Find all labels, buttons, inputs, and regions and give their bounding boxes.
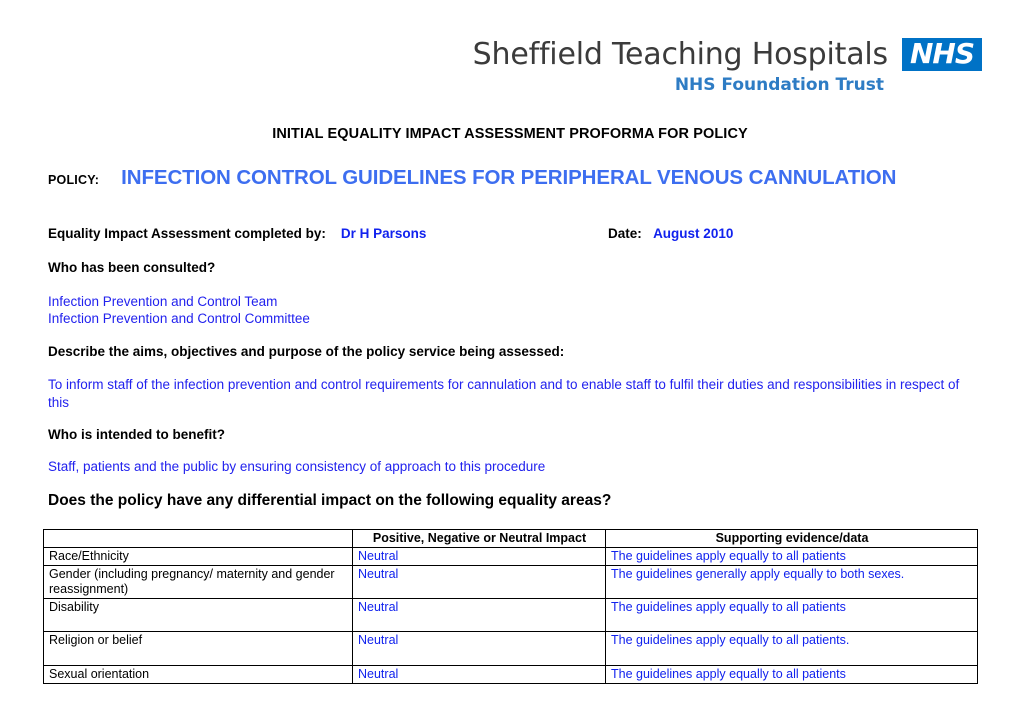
policy-title: INFECTION CONTROL GUIDELINES FOR PERIPHERAL VENOUS CANNULATION — [121, 166, 897, 189]
row-impact: Neutral — [353, 632, 606, 666]
date-value: August 2010 — [653, 226, 734, 241]
row-area: Race/Ethnicity — [44, 548, 353, 566]
aims-answer: To inform staff of the infection prevention and control requirements for cannulation and to enable staff to fulfil their duties and responsibilities in respect of this — [48, 377, 960, 410]
consulted-entry-1: Infection Prevention and Control Committee — [48, 311, 310, 326]
table-header-impact: Positive, Negative or Neutral Impact — [353, 530, 606, 548]
table-row — [44, 666, 978, 684]
row-area: Disability — [44, 599, 353, 632]
table-row — [44, 548, 978, 566]
trust-name-text: Sheffield Teaching Hospitals — [472, 36, 888, 72]
date-line — [608, 226, 733, 241]
table-row — [44, 632, 978, 666]
completed-by-label: Equality Impact Assessment completed by: — [48, 226, 326, 241]
row-area: Religion or belief — [44, 632, 353, 666]
row-impact: Neutral — [353, 566, 606, 599]
row-impact: Neutral — [353, 599, 606, 632]
table-header-evidence: Supporting evidence/data — [606, 530, 978, 548]
date-label: Date: — [608, 226, 642, 241]
equality-impact-table — [43, 529, 978, 684]
row-area: Sexual orientation — [44, 666, 353, 684]
table-row — [44, 599, 978, 632]
benefit-answer: Staff, patients and the public by ensuring consistency of approach to this procedure — [48, 459, 546, 474]
benefit-question: Who is intended to benefit? — [48, 427, 225, 442]
table-header-area — [44, 530, 353, 548]
consulted-question: Who has been consulted? — [48, 260, 216, 275]
aims-question: Describe the aims, objectives and purpose of the policy service being assessed: — [48, 344, 565, 359]
row-impact: Neutral — [353, 548, 606, 566]
page-title: INITIAL EQUALITY IMPACT ASSESSMENT PROFORMA FOR POLICY — [272, 126, 748, 142]
nhs-trust-logo — [472, 36, 982, 96]
policy-label: POLICY: — [48, 173, 100, 187]
consulted-answer-list — [48, 293, 310, 327]
nhs-logo-icon: NHS — [902, 38, 982, 71]
table-header-row — [44, 530, 978, 548]
completed-by-value: Dr H Parsons — [340, 226, 427, 241]
differential-impact-question: Does the policy have any differential impact on the following equality areas? — [48, 492, 612, 509]
row-evidence: The guidelines apply equally to all patients — [606, 599, 978, 632]
policy-line — [48, 166, 896, 190]
foundation-trust-subtitle: NHS Foundation Trust — [674, 75, 884, 96]
table-row — [44, 566, 978, 599]
row-evidence: The guidelines generally apply equally to both sexes. — [606, 566, 978, 599]
row-area: Gender (including pregnancy/ maternity and gender reassignment) — [44, 566, 353, 599]
row-impact: Neutral — [353, 666, 606, 684]
row-evidence: The guidelines apply equally to all patients — [606, 548, 978, 566]
row-evidence: The guidelines apply equally to all patients — [606, 666, 978, 684]
completed-by-line — [48, 226, 426, 241]
logo-row — [472, 36, 982, 72]
consulted-entry-0: Infection Prevention and Control Team — [48, 294, 278, 309]
row-evidence: The guidelines apply equally to all patients. — [606, 632, 978, 666]
